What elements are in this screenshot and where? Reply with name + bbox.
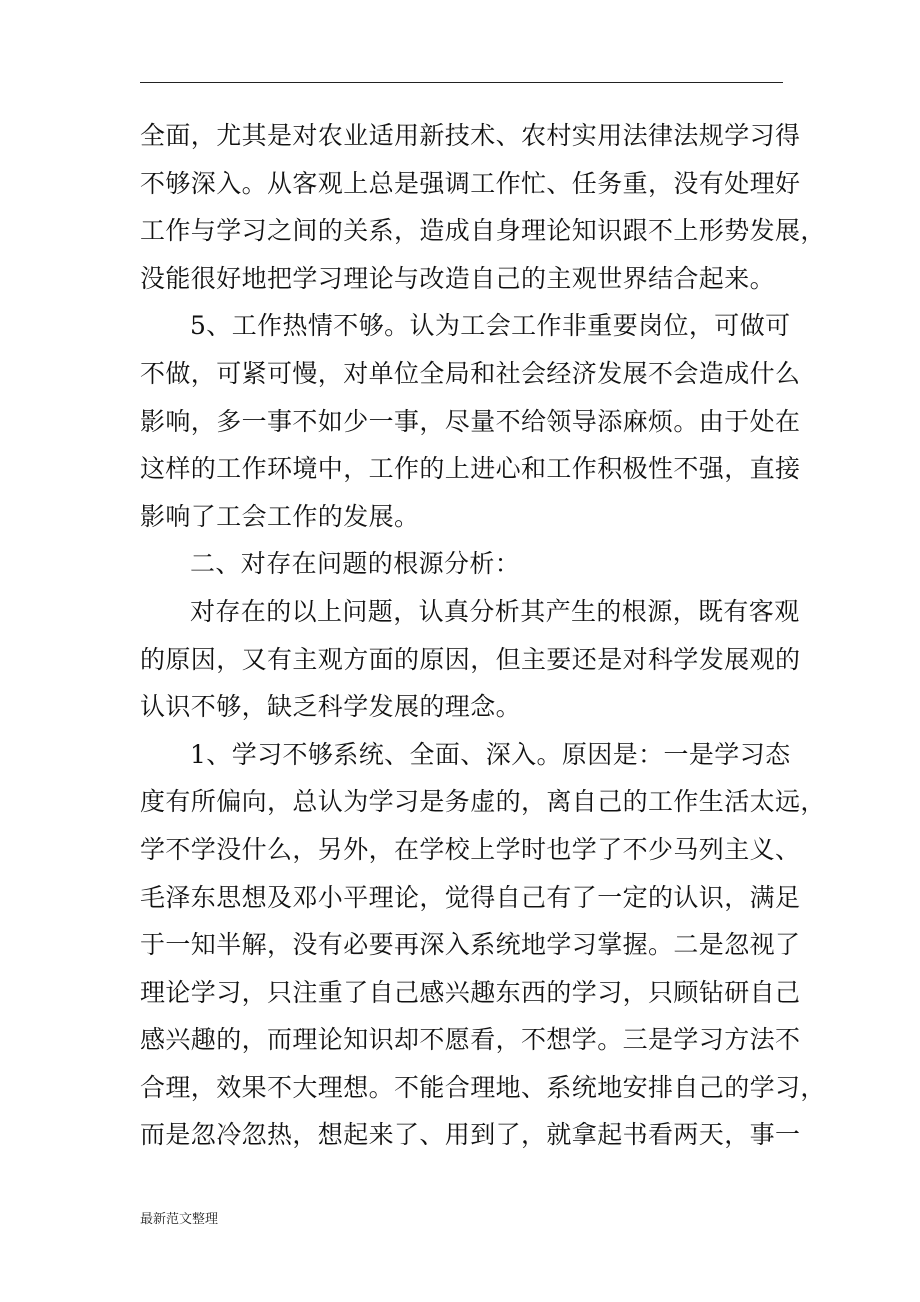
text-line: 的原因，又有主观方面的原因，但主要还是对科学发展观的 [140, 644, 801, 674]
text-line: 影响了工会工作的发展。 [140, 501, 420, 531]
paragraph-first-line: 对存在的以上问题，认真分析其产生的根源，既有客观 [190, 596, 800, 626]
text-line: 毛泽东思想及邓小平理论，觉得自己有了一定的认识，满足 [140, 882, 801, 912]
text-line: 感兴趣的，而理论知识却不愿看，不想学。三是学习方法不 [140, 1025, 801, 1055]
page-footer: 最新范文整理 [140, 1212, 219, 1227]
text-line: 没能很好地把学习理论与改造自己的主观世界结合起来。 [140, 263, 776, 293]
text-line: 理论学习，只注重了自己感兴趣东西的学习，只顾钻研自己 [140, 977, 801, 1007]
text-line: 不够深入。从客观上总是强调工作忙、任务重，没有处理好 [140, 168, 801, 198]
text-line: 全面，尤其是对农业适用新技术、农村实用法律法规学习得 [140, 121, 801, 150]
section-heading: 二、对存在问题的根源分析： [190, 549, 521, 579]
header-rule [140, 82, 783, 83]
text-line: 于一知半解，没有必要再深入系统地学习掌握。二是忽视了 [140, 930, 801, 960]
document-body [140, 112, 826, 1159]
text-line: 影响，多一事不如少一事，尽量不给领导添麻烦。由于处在 [140, 406, 801, 436]
text-line: 工作与学习之间的关系，造成自身理论知识跟不上形势发展， [140, 216, 826, 246]
text-line: 合理，效果不大理想。不能合理地、系统地安排自己的学习， [140, 1072, 826, 1102]
text-line: 不做，可紧可慢，对单位全局和社会经济发展不会造成什么 [140, 358, 801, 388]
text-line: 度有所偏向，总认为学习是务虚的，离自己的工作生活太远， [140, 787, 826, 817]
paragraph-first-line: 1、学习不够系统、全面、深入。原因是：一是学习态 [190, 739, 791, 769]
text-line: 而是忽冷忽热，想起来了、用到了，就拿起书看两天，事一 [140, 1120, 801, 1150]
text-line: 认识不够，缺乏科学发展的理念。 [140, 692, 522, 722]
text-line: 这样的工作环境中，工作的上进心和工作积极性不强，直接 [140, 454, 801, 484]
paragraph-first-line: 5、工作热情不够。认为工会工作非重要岗位，可做可 [190, 311, 791, 341]
text-line: 学不学没什么，另外，在学校上学时也学了不少马列主义、 [140, 834, 801, 864]
